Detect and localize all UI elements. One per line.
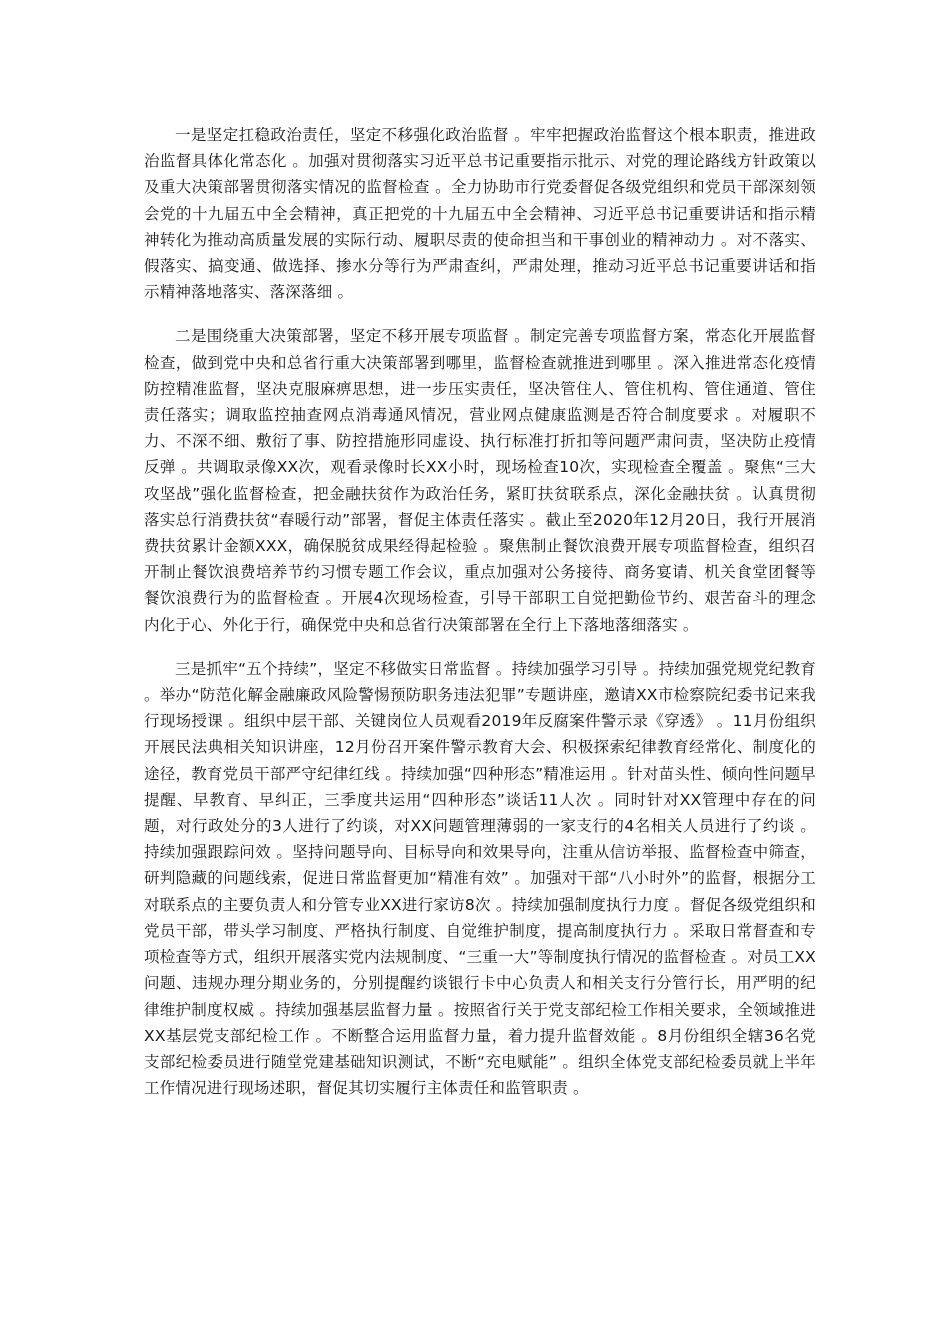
- paragraph-daily-supervision: 三是抓牢“五个持续”，坚定不移做实日常监督 。持续加强学习引导 。持续加强党规党纪教育 。举办“防范化解金融廉政风险警惕预防职务违法犯罪”专题讲座，邀请XX市检察院纪委书记来我行现场授课 。组织中层干部、关键岗位人员观看2019年反腐案件警示录《穿透》 。11月份组织开展民法典相关知识讲座，12月份召开案件警示教育大会、积极探索纪律教育经常化、制度化的途径，教育党员干部严守纪律红线 。持续加强“四种形态”精准运用 。针对苗头性、倾向性问题早提醒、早教育、早纠正，三季度共运用“四种形态”谈话11人次 。同时针对XX管理中存在的问题，对行政处分的3人进行了约谈，对XX问题管理薄弱的一家支行的4名相关人员进行了约谈 。持续加强跟踪问效 。坚持问题导向、目标导向和效果导向，注重从信访举报、监督检查中筛查，研判隐藏的问题线索，促进日常监督更加“精准有效” 。加强对干部“八小时外”的监督，根据分工对联系点的主要负责人和分管专业XX进行家访8次 。持续加强制度执行力度 。督促各级党组织和党员干部，带头学习制度、严格执行制度、自觉维护制度，提高制度执行力 。采取日常督查和专项检查等方式，组织开展落实党内法规制度、“三重一大”等制度执行情况的监督检查 。对员工XX问题、违规办理分期业务的，分别提醒约谈银行卡中心负责人和相关支行分管行长，用严明的纪律维护制度权威 。持续加强基层监督力量 。按照省行关于党支部纪检工作相关要求，全领域推进XX基层党支部纪检工作 。不断整合运用监督力量，着力提升监督效能 。8月份组织全辖36名党支部纪检委员进行随堂党建基础知识测试，不断“充电赋能” 。组织全体党支部纪检委员就上半年工作情况进行现场述职，督促其切实履行主体责任和监管职责 。: [144, 659, 816, 1098]
- paragraph-special-supervision: 二是围绕重大决策部署，坚定不移开展专项监督 。制定完善专项监督方案，常态化开展监督检查，做到党中央和总省行重大决策部署到哪里，监督检查就推进到哪里 。深入推进常态化疫情防控精准监督，坚决克服麻痹思想，进一步压实责任，坚决管住人、管住机构、管住通道、管住责任落实；调取监控抽查网点消毒通风情况，营业网点健康监测是否符合制度要求 。对履职不力、不深不细、敷衍了事、防控措施形同虚设、执行标准打折扣等问题严肃问责，坚决防止疫情反弹 。共调取录像XX次，观看录像时长XX小时，现场检查10次，实现检查全覆盖 。聚焦“三大攻坚战”强化监督检查，把金融扶贫作为政治任务，紧盯扶贫联系点，深化金融扶贫 。认真贯彻落实总行消费扶贫“春暖行动”部署，督促主体责任落实 。截止至2020年12月20日，我行开展消费扶贫累计金额XXX，确保脱贫成果经得起检验 。聚焦制止餐饮浪费开展专项监督检查，组织召开制止餐饮浪费培养节约习惯专题工作会议，重点加强对公务接待、商务宴请、机关食堂团餐等餐饮浪费行为的监督检查 。开展4次现场检查，引导干部职工自觉把勤俭节约、艰苦奋斗的理念内化于心、外化于行，确保党中央和总省行决策部署在全行上下落地落细落实 。: [144, 327, 816, 634]
- document-page: [144, 122, 816, 1119]
- paragraph-political-supervision: 一是坚定扛稳政治责任，坚定不移强化政治监督 。牢牢把握政治监督这个根本职责，推进政治监督具体化常态化 。加强对贯彻落实习近平总书记重要指示批示、对党的理论路线方针政策以及重大决策部署贯彻落实情况的监督检查 。全力协助市行党委督促各级党组织和党员干部深刻领会党的十九届五中全会精神，真正把党的十九届五中全会精神、习近平总书记重要讲话和指示精神转化为推动高质量发展的实际行动、履职尽责的使命担当和干事创业的精神动力 。对不落实、假落实、搞变通、做选择、掺水分等行为严肃查纠，严肃处理，推动习近平总书记重要讲话和指示精神落地落实、落深落细 。: [144, 126, 816, 302]
